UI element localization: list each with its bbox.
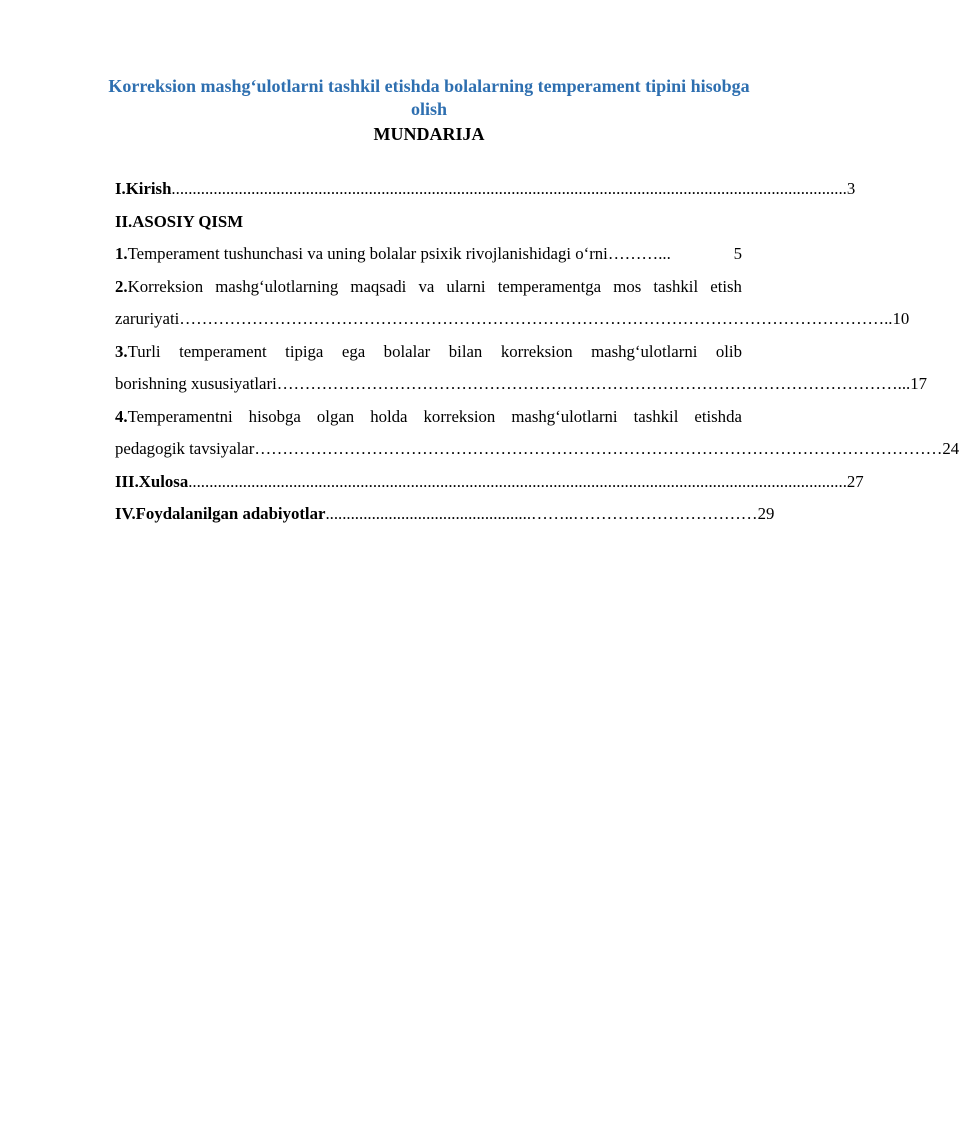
toc-entry-adabiyot[interactable] bbox=[115, 498, 775, 531]
toc-entry-4-line1[interactable] bbox=[115, 401, 742, 434]
toc-entry-1[interactable] bbox=[115, 238, 742, 271]
toc-entry-text: zaruriyati bbox=[115, 309, 180, 328]
toc-entry-kirish[interactable] bbox=[115, 173, 856, 206]
toc-entry-word: tipiga bbox=[285, 341, 324, 361]
toc-entry-word: olib bbox=[715, 341, 742, 361]
toc-entry-word: 2.Korreksion bbox=[115, 276, 204, 296]
toc-entry-2-line1[interactable] bbox=[115, 271, 742, 304]
toc-page-number: 3 bbox=[846, 179, 856, 198]
toc-entry-word: temperamentga bbox=[497, 276, 602, 296]
toc-entry-label bbox=[115, 238, 608, 271]
toc-entry-word: mashg‘ulotlarning bbox=[215, 276, 339, 296]
toc-leader: .................................................……..…………………………… bbox=[325, 504, 758, 523]
toc-entry-number: 2. bbox=[115, 276, 128, 296]
toc-entry-word: tashkil bbox=[653, 276, 699, 296]
toc-entry-number: 3. bbox=[115, 341, 128, 361]
toc-entry-number: 1. bbox=[115, 244, 128, 263]
toc-entry-word: bolalar bbox=[383, 341, 431, 361]
toc-leader: ………... bbox=[607, 244, 671, 263]
toc-entry-word: korreksion bbox=[423, 406, 496, 426]
toc-entry-2-line2[interactable] bbox=[115, 303, 910, 336]
toc-entry-word: 4.Temperamentni bbox=[115, 406, 233, 426]
toc-entry-xulosa[interactable] bbox=[115, 466, 864, 499]
toc-entry-word: tashkil bbox=[633, 406, 679, 426]
toc-page-number: 5 bbox=[733, 244, 742, 263]
toc-entry-word: va bbox=[418, 276, 435, 296]
toc-entry-word: holda bbox=[370, 406, 408, 426]
toc-entry-text: borishning xususiyatlari bbox=[115, 374, 277, 393]
toc-section-asosiy[interactable] bbox=[115, 206, 742, 239]
table-of-contents bbox=[115, 173, 959, 531]
toc-entry-word: mos bbox=[613, 276, 642, 296]
toc-entry-3-line1[interactable] bbox=[115, 336, 742, 369]
toc-leader: …………………………………………………………………………………………………... bbox=[276, 374, 911, 393]
toc-entry-word: etishda bbox=[694, 406, 742, 426]
toc-page-number: 27 bbox=[846, 471, 864, 491]
toc-entry-word: 3.Turli bbox=[115, 341, 161, 361]
toc-entry-label: I.Kirish bbox=[115, 179, 172, 198]
toc-entry-4-line2[interactable] bbox=[115, 433, 959, 466]
toc-heading: MUNDARIJA bbox=[373, 124, 485, 144]
toc-entry-word: olgan bbox=[316, 406, 355, 426]
toc-entry-word: ularni bbox=[446, 276, 486, 296]
toc-entry-word: mashg‘ulotlarni bbox=[511, 406, 618, 426]
toc-leader: ................................................................................................................................................................. bbox=[171, 179, 847, 198]
toc-entry-label: III.Xulosa bbox=[115, 471, 189, 491]
toc-section-label: II.ASOSIY QISM bbox=[115, 211, 244, 231]
toc-page-number: 10 bbox=[892, 309, 910, 328]
toc-entry-label: IV.Foydalanilgan adabiyotlar bbox=[115, 504, 326, 523]
document-title: Korreksion mashg‘ulotlarni tashkil etishda bolalarning temperament tipini hisobga olish bbox=[108, 76, 750, 119]
toc-page-number: 29 bbox=[757, 504, 775, 523]
toc-entry-word: hisobga bbox=[248, 406, 301, 426]
toc-entry-word: bilan bbox=[448, 341, 483, 361]
toc-leader: ……………………………………………………………………………………………………………….. bbox=[179, 309, 893, 328]
toc-entry-word: temperament bbox=[179, 341, 267, 361]
toc-entry-text: pedagogik tavsiyalar bbox=[115, 439, 255, 458]
toc-entry-word: korreksion bbox=[500, 341, 573, 361]
toc-leader: …………………………………………………………………………………………………………… bbox=[254, 439, 943, 458]
toc-leader: ............................................................................................................................................................. bbox=[188, 471, 847, 491]
toc-entry-word: etish bbox=[710, 276, 742, 296]
toc-entry-3-line2[interactable] bbox=[115, 368, 928, 401]
toc-entry-number: 4. bbox=[115, 406, 128, 426]
toc-entry-text: Temperament tushunchasi va uning bolalar psixik rivojlanishidagi o‘rni bbox=[127, 244, 608, 263]
toc-entry-word: mashg‘ulotlarni bbox=[591, 341, 698, 361]
toc-page-number: 24 bbox=[942, 439, 959, 458]
toc-page-number: 17 bbox=[910, 374, 928, 393]
toc-entry-word: maqsadi bbox=[350, 276, 407, 296]
toc-entry-word: ega bbox=[341, 341, 366, 361]
